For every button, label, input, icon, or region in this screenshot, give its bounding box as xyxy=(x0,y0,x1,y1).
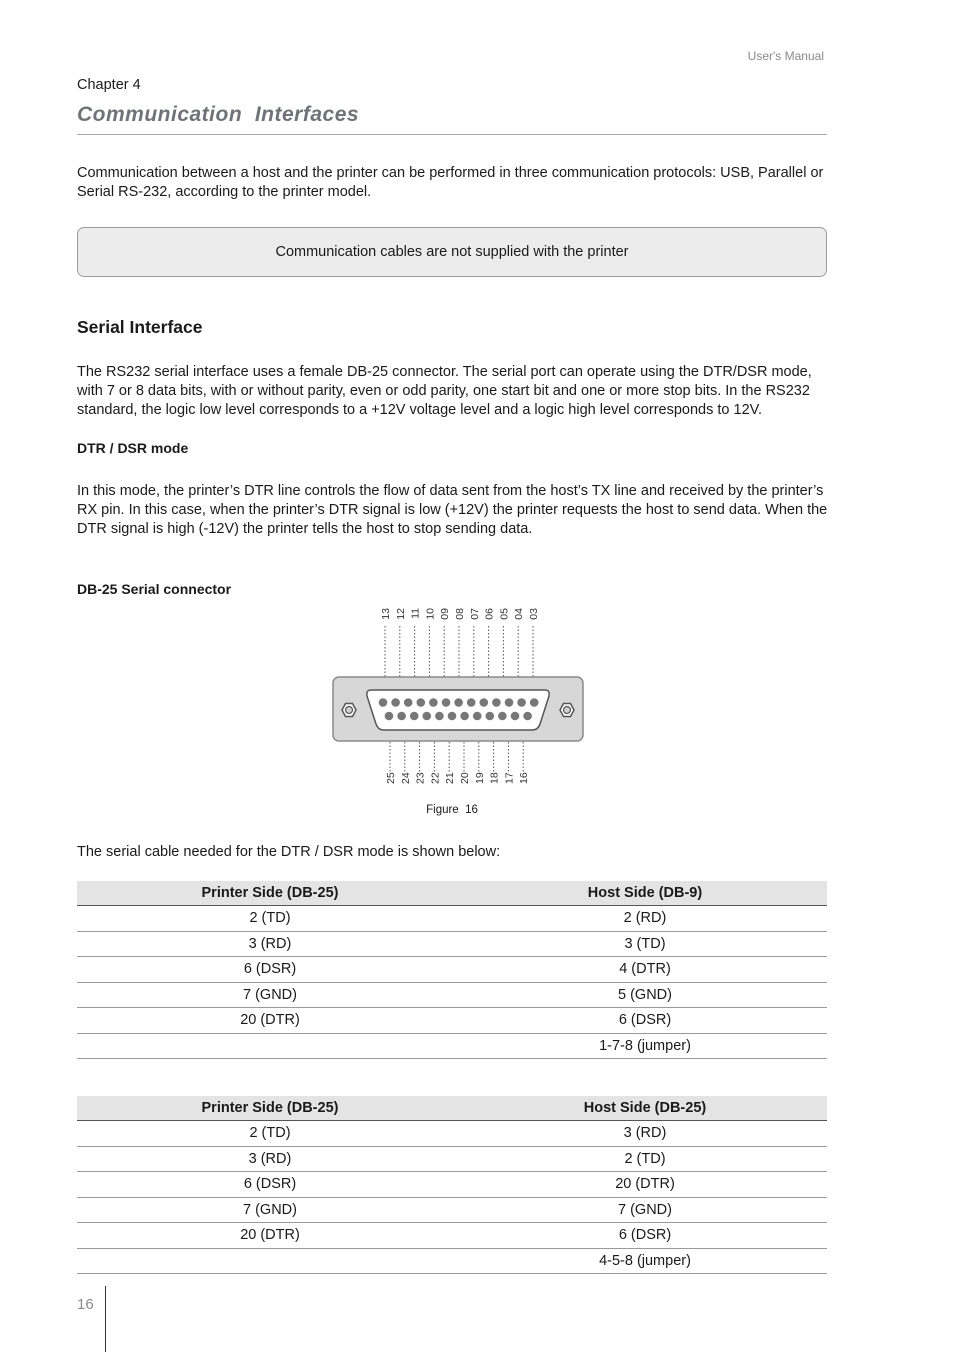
cable-intro: The serial cable needed for the DTR / DSR mode is shown below: xyxy=(77,844,501,860)
table-cell xyxy=(77,1248,463,1274)
table-row xyxy=(77,931,827,957)
pin-hole xyxy=(435,712,444,721)
pin-hole xyxy=(530,698,539,707)
table-cell: 4 (DTR) xyxy=(463,957,827,983)
table-cell: 1-7-8 (jumper) xyxy=(463,1033,827,1059)
dtr-heading: DTR / DSR mode xyxy=(77,440,189,456)
table-row xyxy=(77,1033,827,1059)
pin-label: 13 xyxy=(380,608,392,620)
pin-hole xyxy=(505,698,514,707)
figure-caption: Figure 16 xyxy=(426,804,478,816)
table-cell: 6 (DSR) xyxy=(77,957,463,983)
table-cell: 2 (RD) xyxy=(463,906,827,932)
pin-hole xyxy=(410,712,419,721)
pin-hole xyxy=(448,712,457,721)
pin-label: 03 xyxy=(528,608,540,620)
right-screw xyxy=(560,704,574,717)
dtr-paragraph: In this mode, the printer’s DTR line controls the flow of data sent from the host’s TX line and received by the printer’s RX pin. In this case, when the printer’s DTR signal is low (+12V) the printer requests the host to send data. When the DTR signal is high (-12V) the printer tells the host to stop sending data. xyxy=(77,483,828,537)
column-header: Host Side (DB-25) xyxy=(463,1096,827,1121)
pin-hole xyxy=(442,698,451,707)
pin-label: 16 xyxy=(518,772,531,784)
table-cell: 3 (TD) xyxy=(463,931,827,957)
table-row xyxy=(77,1146,827,1172)
pin-hole xyxy=(429,698,438,707)
pin-hole xyxy=(467,698,476,707)
pin-label: 06 xyxy=(483,608,496,620)
table-cell xyxy=(77,1033,463,1059)
pin-label: 09 xyxy=(439,608,452,620)
pin-hole xyxy=(404,698,413,707)
db9-cable-table xyxy=(77,881,827,1059)
pin-hole xyxy=(498,712,507,721)
table-cell: 3 (RD) xyxy=(463,1121,827,1147)
column-header: Host Side (DB-9) xyxy=(463,881,827,906)
table-cell: 2 (TD) xyxy=(463,1146,827,1172)
pin-hole xyxy=(397,712,406,721)
table-cell: 4-5-8 (jumper) xyxy=(463,1248,827,1274)
connector-heading: DB-25 Serial connector xyxy=(77,581,232,597)
pin-label: 23 xyxy=(414,772,427,784)
pin-label: 22 xyxy=(429,772,442,784)
pin-label: 12 xyxy=(394,608,407,620)
table-row xyxy=(77,982,827,1008)
pin-label: 17 xyxy=(503,772,516,784)
table-row xyxy=(77,1197,827,1223)
pin-label: 04 xyxy=(513,608,526,620)
pin-hole xyxy=(385,712,394,721)
table-row xyxy=(77,957,827,983)
table-cell: 5 (GND) xyxy=(463,982,827,1008)
table-cell: 3 (RD) xyxy=(77,1146,463,1172)
pin-hole xyxy=(480,698,489,707)
running-header: User's Manual xyxy=(747,49,824,63)
pin-hole xyxy=(473,712,482,721)
pin-label: 20 xyxy=(459,772,471,784)
table-row xyxy=(77,906,827,932)
table-row xyxy=(77,1008,827,1034)
table-cell: 7 (GND) xyxy=(77,1197,463,1223)
chapter-label: Chapter 4 xyxy=(77,77,141,93)
pin-label: 21 xyxy=(444,772,457,784)
pin-hole xyxy=(379,698,388,707)
pin-label: 11 xyxy=(409,608,422,619)
pin-label: 05 xyxy=(498,608,511,620)
pin-hole xyxy=(391,698,400,707)
pin-label: 10 xyxy=(424,608,437,620)
table-row xyxy=(77,1172,827,1198)
table-cell: 3 (RD) xyxy=(77,931,463,957)
pin-label: 08 xyxy=(454,608,466,620)
table-cell: 2 (TD) xyxy=(77,1121,463,1147)
table-cell: 20 (DTR) xyxy=(77,1223,463,1249)
pin-hole xyxy=(460,712,469,721)
column-header: Printer Side (DB-25) xyxy=(77,1096,463,1121)
page-number-rule xyxy=(105,1286,106,1352)
intro-paragraph: Communication between a host and the printer can be performed in three communication protocols: USB, Parallel or Serial RS-232, according to the printer model. xyxy=(77,165,824,200)
table-cell: 6 (DSR) xyxy=(463,1008,827,1034)
pin-hole xyxy=(517,698,526,707)
table-cell: 2 (TD) xyxy=(77,906,463,932)
pin-label: 25 xyxy=(385,772,397,784)
pin-hole xyxy=(511,712,520,721)
note-box xyxy=(77,227,827,277)
column-header: Printer Side (DB-25) xyxy=(77,881,463,906)
table-cell: 7 (GND) xyxy=(463,1197,827,1223)
table-cell: 20 (DTR) xyxy=(77,1008,463,1034)
pin-label: 18 xyxy=(488,772,501,784)
pin-hole xyxy=(486,712,495,721)
page-number: 16 xyxy=(77,1296,94,1313)
note-text: Communication cables are not supplied with the printer xyxy=(275,244,629,260)
left-screw xyxy=(342,704,356,717)
table-header-row xyxy=(77,1096,827,1121)
pin-hole xyxy=(454,698,463,707)
table-cell: 6 (DSR) xyxy=(77,1172,463,1198)
db25-connector-figure xyxy=(0,600,954,800)
serial-paragraph: The RS232 serial interface uses a female DB-25 connector. The serial port can operate using the DTR/DSR mode, with 7 or 8 data bits, with or without parity, even or odd parity, one start bit and one or more stop bits. In the RS232 standard, the logic low level corresponds to a +12V voltage level and a logic high level corresponds to 12V. xyxy=(77,364,812,418)
pin-label: 24 xyxy=(399,772,412,784)
pin-hole xyxy=(492,698,501,707)
db25-cable-table xyxy=(77,1096,827,1274)
serial-heading: Serial Interface xyxy=(77,317,203,337)
table-cell: 7 (GND) xyxy=(77,982,463,1008)
title-divider xyxy=(77,134,827,135)
table-row xyxy=(77,1121,827,1147)
pin-hole xyxy=(523,712,532,721)
pin-label: 07 xyxy=(468,608,481,620)
connector-face xyxy=(367,690,549,730)
pin-hole xyxy=(423,712,432,721)
pin-hole xyxy=(417,698,426,707)
table-header-row xyxy=(77,881,827,906)
table-row xyxy=(77,1223,827,1249)
page-title: Communication Interfaces xyxy=(77,103,360,126)
table-cell: 20 (DTR) xyxy=(463,1172,827,1198)
pin-label: 19 xyxy=(473,772,486,784)
table-row xyxy=(77,1248,827,1274)
table-cell: 6 (DSR) xyxy=(463,1223,827,1249)
